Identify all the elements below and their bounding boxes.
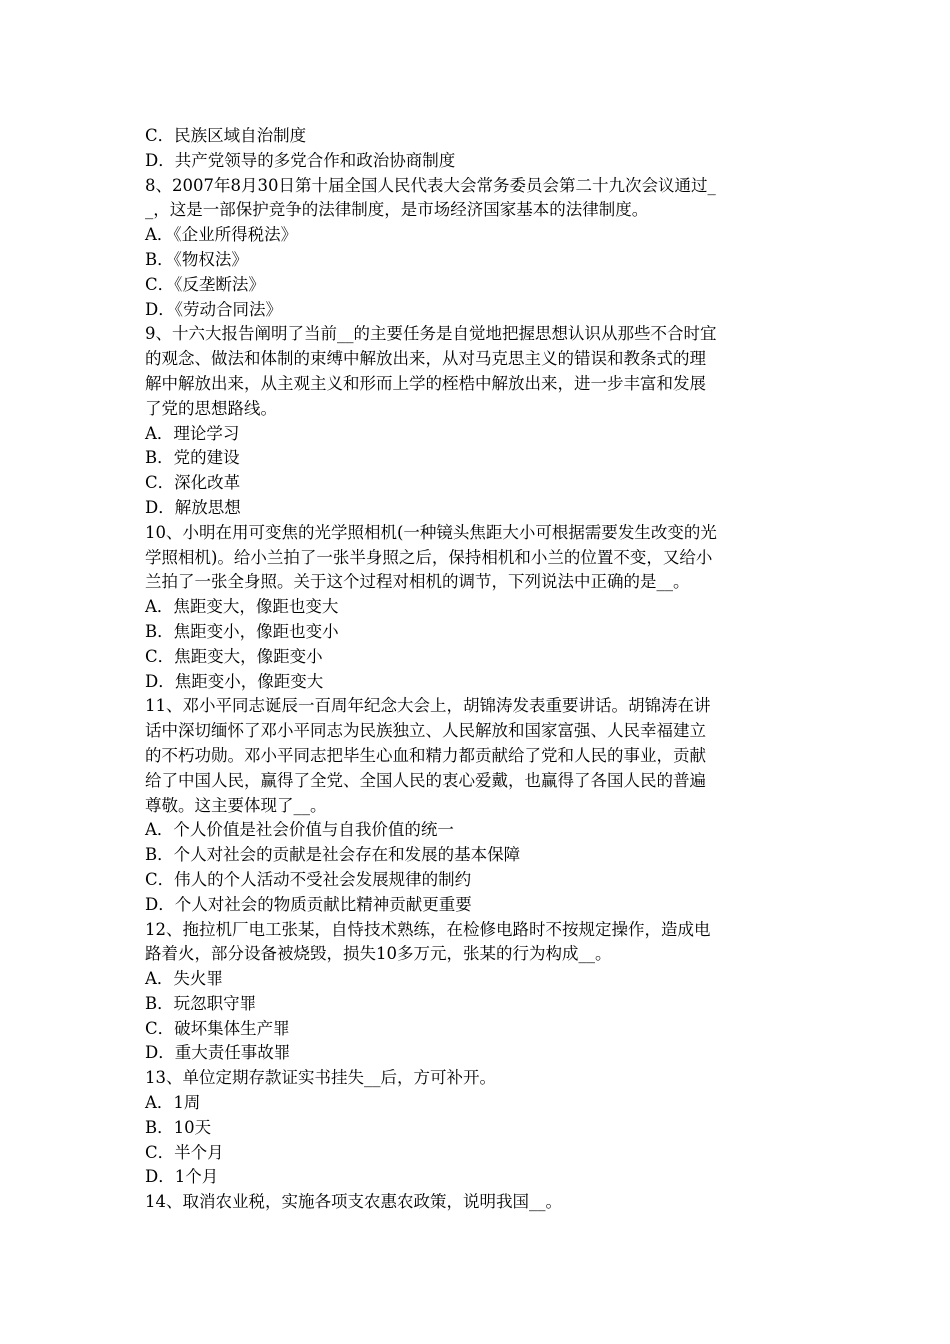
question-11-option-c: C．伟人的个人活动不受社会发展规律的制约: [145, 869, 472, 889]
question-13-option-c: C．半个月: [145, 1142, 224, 1162]
question-10-line-1: 10、小明在用可变焦的光学照相机(一种镜头焦距大小可根据需要发生改变的光: [145, 522, 717, 542]
document-body: [145, 124, 810, 1215]
question-11-option-b: B．个人对社会的贡献是社会存在和发展的基本保障: [145, 845, 521, 865]
question-8-option-c: C．《反垄断法》: [145, 274, 265, 294]
question-11-line-1: 11、邓小平同志诞辰一百周年纪念大会上，胡锦涛发表重要讲话。胡锦涛在讲: [145, 696, 711, 716]
question-11-option-d: D．个人对社会的物质贡献比精神贡献更重要: [145, 894, 472, 914]
question-12-line-2: 路着火，部分设备被烧毁，损失10多万元，张某的行为构成__。: [145, 944, 612, 964]
question-11-line-4: 给了中国人民，赢得了全党、全国人民的衷心爱戴，也赢得了各国人民的普遍: [145, 770, 706, 790]
question-13-option-a: A．1周: [145, 1093, 201, 1113]
question-13-line-1: 13、单位定期存款证实书挂失__后，方可补开。: [145, 1068, 496, 1088]
question-12-option-d: D．重大责任事故罪: [145, 1043, 291, 1063]
question-8-option-d: D．《劳动合同法》: [145, 299, 282, 319]
question-13-option-d: D．1个月: [145, 1167, 219, 1187]
question-8-option-b: B．《物权法》: [145, 249, 248, 269]
question-8-option-a: A．《企业所得税法》: [145, 225, 298, 245]
question-9-option-a: A．理论学习: [145, 423, 240, 443]
question-12-option-c: C．破坏集体生产罪: [145, 1018, 290, 1038]
question-14-line-1: 14、取消农业税，实施各项支农惠农政策，说明我国__。: [145, 1192, 562, 1212]
option-d: D．共产党领导的多党合作和政治协商制度: [145, 150, 456, 170]
question-10-option-d: D．焦距变小，像距变大: [145, 671, 324, 691]
question-10-option-a: A．焦距变大，像距也变大: [145, 597, 339, 617]
question-9-option-c: C．深化改革: [145, 473, 241, 493]
question-9-line-1: 9、十六大报告阐明了当前__的主要任务是自觉地把握思想认识从那些不合时宜: [145, 324, 717, 344]
question-8-line-2: _，这是一部保护竞争的法律制度，是市场经济国家基本的法律制度。: [145, 200, 649, 220]
question-11-line-5: 尊敬。这主要体现了__。: [145, 795, 327, 815]
question-13-option-b: B．10天: [145, 1117, 212, 1137]
question-10-line-2: 学照相机)。给小兰拍了一张半身照之后，保持相机和小兰的位置不变，又给小: [145, 547, 713, 567]
question-9-option-d: D．解放思想: [145, 497, 241, 517]
question-12-option-b: B．玩忽职守罪: [145, 993, 257, 1013]
question-11-option-a: A．个人价值是社会价值与自我价值的统一: [145, 820, 454, 840]
question-9-line-3: 解中解放出来，从主观主义和形而上学的桎梏中解放出来，进一步丰富和发展: [145, 373, 706, 393]
question-8-line-1: 8、2007年8月30日第十届全国人民代表大会常务委员会第二十九次会议通过_: [145, 175, 716, 195]
question-12-option-a: A．失火罪: [145, 969, 223, 989]
question-9-line-4: 了党的思想路线。: [145, 398, 277, 418]
question-10-option-b: B．焦距变小，像距也变小: [145, 621, 339, 641]
question-12-line-1: 12、拖拉机厂电工张某，自恃技术熟练，在检修电路时不按规定操作，造成电: [145, 919, 711, 939]
question-11-line-2: 话中深切缅怀了邓小平同志为民族独立、人民解放和国家富强、人民幸福建立: [145, 721, 706, 741]
question-9-line-2: 的观念、做法和体制的束缚中解放出来，从对马克思主义的错误和教条式的理: [145, 349, 706, 369]
question-9-option-b: B．党的建设: [145, 448, 240, 468]
question-10-option-c: C．焦距变大，像距变小: [145, 646, 323, 666]
option-c: C．民族区域自治制度: [145, 126, 307, 145]
question-11-line-3: 的不朽功勋。邓小平同志把毕生心血和精力都贡献给了党和人民的事业，贡献: [145, 745, 706, 765]
question-10-line-3: 兰拍了一张全身照。关于这个过程对相机的调节，下列说法中正确的是__。: [145, 572, 690, 592]
